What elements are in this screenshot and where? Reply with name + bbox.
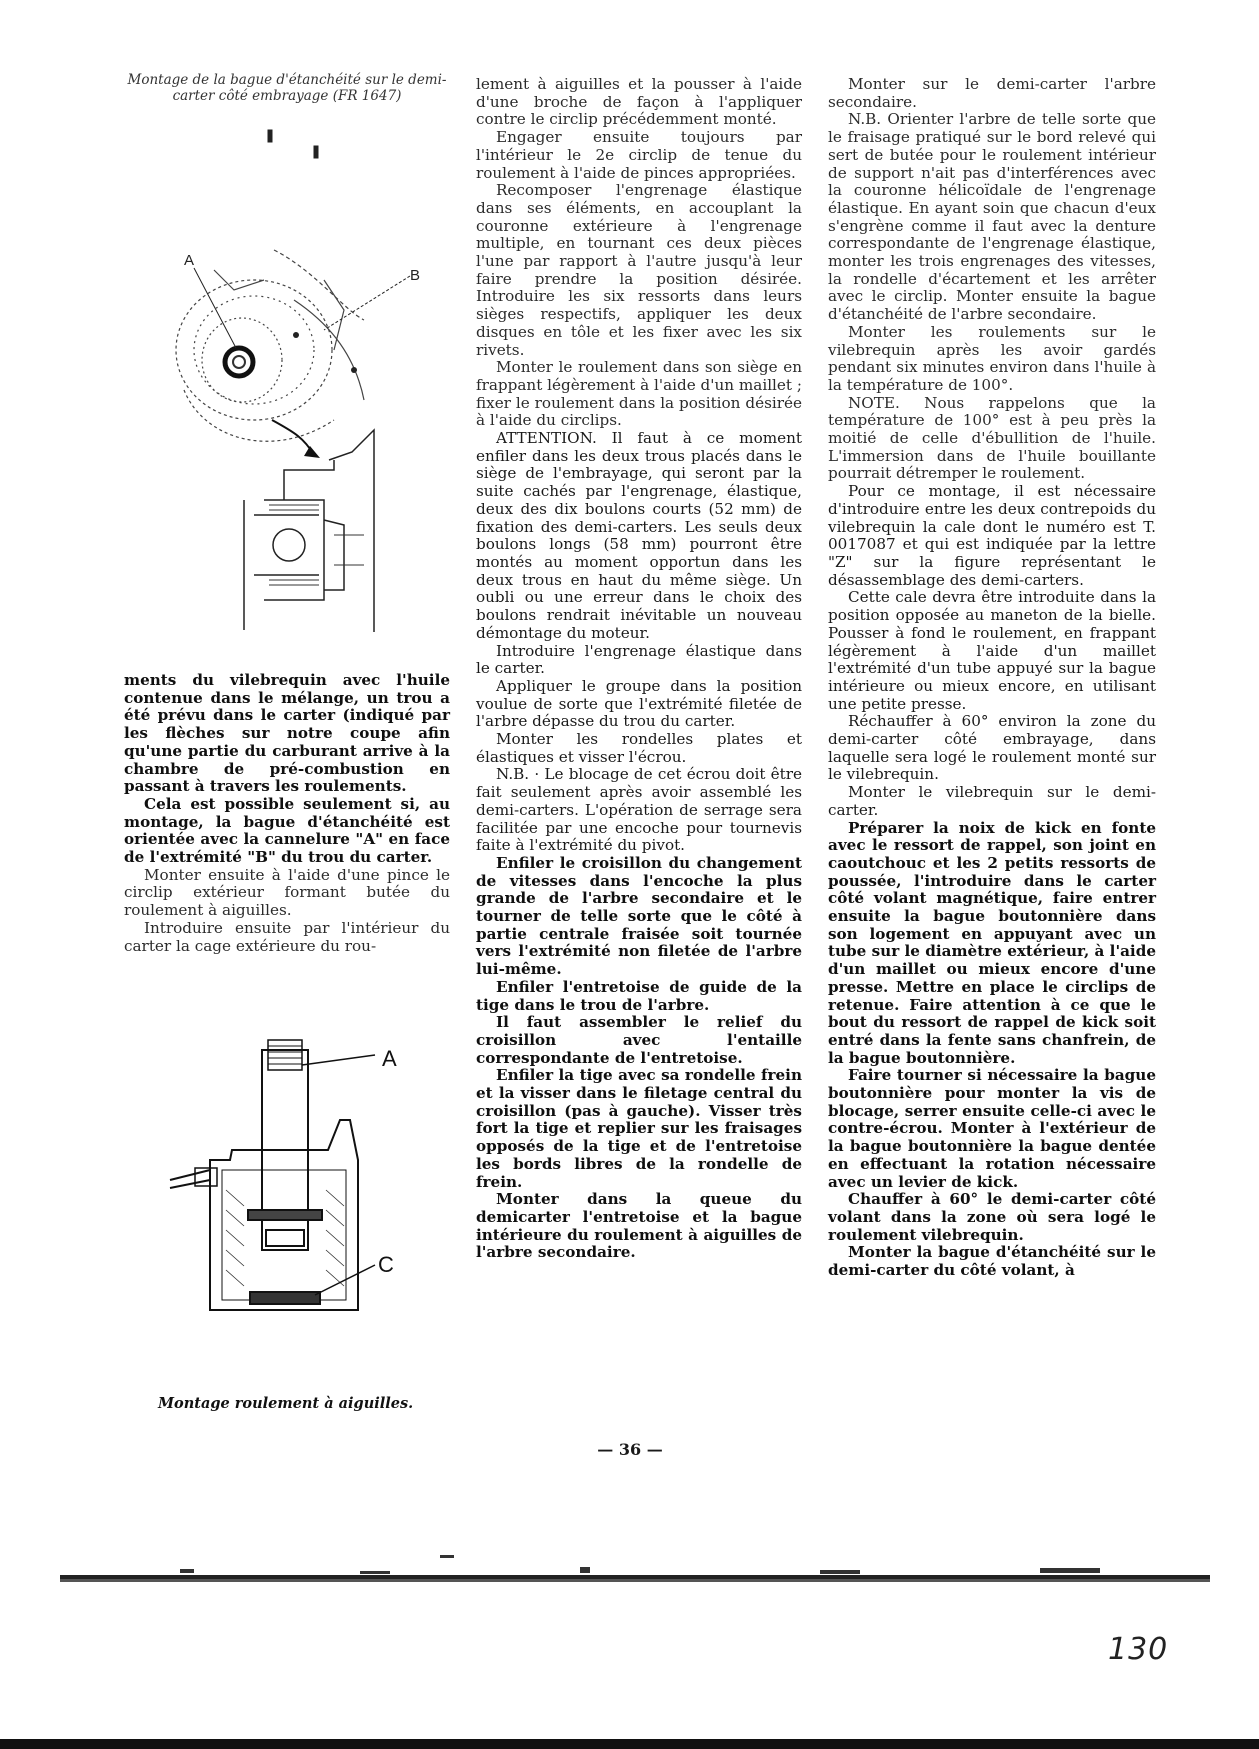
col2-paragraph: Enfiler la tige avec sa rondelle frein et la visser dans le filetage central du croisillon (pas à gauche). Visser très fort la tige et replier sur les fraisages opposés de la tige et de l'entretoise les bords libres de la rondelle de frein. bbox=[476, 1066, 802, 1191]
col3-paragraph: Réchauffer à 60° environ la zone du demi-carter côté embrayage, dans laquelle sera logé le roulement monté sur le vilebrequin. bbox=[828, 712, 1156, 784]
col3-paragraph: Monter sur le demi-carter l'arbre secondaire. bbox=[828, 75, 1156, 111]
col2-paragraph: N.B. · Le blocage de cet écrou doit être fait seulement après avoir assemblé les demi-carters. L'opération de serrage sera facilitée par une encoche pour tournevis faite à l'extrémité du pivot. bbox=[476, 765, 802, 855]
col2-paragraph: Enfiler l'entretoise de guide de la tige dans le trou de l'arbre. bbox=[476, 977, 802, 1014]
col2-paragraph: Monter les rondelles plates et élastiques et visser l'écrou. bbox=[476, 730, 802, 766]
figure-top-caption: Montage de la bague d'étanchéité sur le demi-carter côté embrayage (FR 1647) bbox=[127, 72, 447, 104]
col2-paragraph: Introduire l'engrenage élastique dans le carter. bbox=[476, 641, 802, 678]
col3-paragraph: NOTE. Nous rappelons que la température de 100° est à peu près la moitié de celle d'ébullition de l'huile. L'immersion dans de l'huile bouillante pourrait détremper le roulement. bbox=[828, 393, 1156, 483]
col2-paragraph: ATTENTION. Il faut à ce moment enfiler dans les deux trous placés dans le siège de l'embrayage, qui seront par la suite cachés par l'engrenage, élastique, deux des dix boulons courts (52 mm) de fixation des demi-carters. Les seuls deux boulons longs (58 mm) pourront être montés au moment opportun dans les deux trous en haut du même siège. Un oubli ou une erreur dans le choix des boulons rendrait inévitable un nouveau démontage du moteur. bbox=[476, 429, 802, 642]
col1-paragraph: Monter ensuite à l'aide d'une pince le circlip extérieur formant butée du roulement à aiguilles. bbox=[124, 865, 450, 920]
col2-paragraph: Monter dans la queue du demicarter l'entretoise et la bague intérieure du roulement à aiguilles de l'arbre secondaire. bbox=[476, 1190, 802, 1262]
col3-paragraph: Monter la bague d'étanchéité sur le demi-carter du côté volant, à bbox=[828, 1243, 1156, 1280]
figure-bottom-illustration bbox=[150, 1010, 450, 1380]
col3-paragraph: Faire tourner si nécessaire la bague boutonnière pour monter la vis de blocage, serrer ensuite celle-ci avec le contre-écrou. Monter à l'extérieur de la bague boutonnière la bague dentée en effectuant la rotation nécessaire avec un levier de kick. bbox=[828, 1066, 1156, 1191]
col3-paragraph: Cette cale devra être introduite dans la position opposée au maneton de la bielle. Pousser à fond le roulement, en frappant légèrement à l'aide d'un maillet l'extrémité d'un tube appuyé sur la bague intérieure ou mieux encore, en utilisant une petite presse. bbox=[828, 588, 1156, 713]
col3-paragraph: Monter le vilebrequin sur le demi-carter. bbox=[828, 783, 1156, 819]
col2-paragraph: Monter le roulement dans son siège en frappant légèrement à l'aide d'un maillet ; fixer le roulement dans la position désirée à l'aide du circlips. bbox=[476, 358, 802, 430]
col3-paragraph: Chauffer à 60° le demi-carter côté volant dans la zone où sera logé le roulement vilebrequin. bbox=[828, 1190, 1156, 1244]
col2-paragraph: Il faut assembler le relief du croisillon avec l'entaille correspondante de l'entretoise. bbox=[476, 1013, 802, 1067]
figure-bottom-label-a: A bbox=[382, 1046, 397, 1071]
col1-paragraph: Introduire ensuite par l'intérieur du carter la cage extérieure du rou- bbox=[124, 918, 450, 955]
column-1 bbox=[124, 672, 450, 955]
figure-bottom-caption: Montage roulement à aiguilles. bbox=[158, 1395, 414, 1412]
col2-paragraph: Engager ensuite toujours par l'intérieur le 2e circlip de tenue du roulement à l'aide de pinces appropriées. bbox=[476, 128, 802, 182]
column-2 bbox=[476, 76, 802, 1262]
page-number: — 36 — bbox=[597, 1440, 663, 1459]
col3-paragraph: Préparer la noix de kick en fonte avec le ressort de rappel, son joint en caoutchouc et les 2 petits ressorts de poussée, l'introduire dans le carter côté volant magnétique, faire entrer ensuite la bague boutonnière dans son logement en appuyant avec un tube sur le diamètre extérieur, à l'aide d'un maillet ou mieux encore d'une presse. Mettre en place le circlips de retenue. Faire attention à ce que le bout du ressort de rappel de kick soit entré dans la fente sans chanfrein, de la bague boutonnière. bbox=[828, 818, 1156, 1067]
col2-paragraph: Recomposer l'engrenage élastique dans ses éléments, en accouplant la couronne extérieure à l'engrenage multiple, en tournant ces deux pièces l'une par rapport à l'autre jusqu'à leur faire prendre la position désirée. Introduire les six ressorts dans leurs sièges respectifs, appliquer les deux disques en tôle et les fixer avec les six rivets. bbox=[476, 181, 802, 359]
figure-top-label-a: A bbox=[184, 252, 195, 269]
figure-top-label-b: B bbox=[410, 267, 421, 284]
column-3 bbox=[828, 76, 1156, 1280]
col2-paragraph: Appliquer le groupe dans la position voulue de sorte que l'extrémité filetée de l'arbre dépasse du trou du carter. bbox=[476, 676, 802, 731]
col3-paragraph: Pour ce montage, il est nécessaire d'introduire entre les deux contrepoids du vilebrequin la cale dont le numéro est T. 0017087 et qui est indiquée par la lettre "Z" sur la figure représentant le désassemblage des demi-carters. bbox=[828, 482, 1156, 589]
scan-bottom-edge bbox=[0, 1739, 1259, 1749]
col3-paragraph: N.B. Orienter l'arbre de telle sorte que le fraisage pratiqué sur le bord relevé qui sert de butée pour le roulement intérieur de support n'ait pas d'interférences avec la couronne hélicoïdale de l'engrenage élastique. En ayant soin que chacun d'eux s'engrène comme il faut avec la denture correspondante de l'engrenage élastique, monter les trois engrenages des vitesses, la rondelle d'écartement et les arrêter avec le circlip. Monter ensuite la bague d'étanchéité de l'arbre secondaire. bbox=[828, 110, 1156, 324]
col1-paragraph: Cela est possible seulement si, au montage, la bague d'étanchéité est orientée avec la cannelure "A" en face de l'extrémité "B" du trou du carter. bbox=[124, 794, 450, 867]
col1-paragraph: ments du vilebrequin avec l'huile contenue dans le mélange, un trou a été prévu dans le carter (indiqué par les flèches sur notre coupe afin qu'une partie du carburant arrive à la chambre de pré-combustion en passant à travers les roulements. bbox=[124, 671, 450, 796]
handwritten-page-number: 130 bbox=[1108, 1632, 1169, 1667]
col2-paragraph: lement à aiguilles et la pousser à l'aide d'une broche de façon à l'appliquer contre le circlip précédemment monté. bbox=[476, 75, 802, 129]
scan-artifact-band bbox=[60, 1555, 1210, 1595]
figure-top-illustration bbox=[124, 120, 454, 640]
col3-paragraph: Monter les roulements sur le vilebrequin après les avoir gardés pendant six minutes environ dans l'huile à la température de 100°. bbox=[828, 322, 1156, 394]
col2-paragraph: Enfiler le croisillon du changement de vitesses dans l'encoche la plus grande de l'arbre secondaire et le tourner de telle sorte que le côté à partie centrale fraisée soit tournée vers l'extrémité non filetée de l'arbre lui-même. bbox=[476, 853, 802, 979]
figure-bottom-label-c: C bbox=[378, 1252, 394, 1277]
